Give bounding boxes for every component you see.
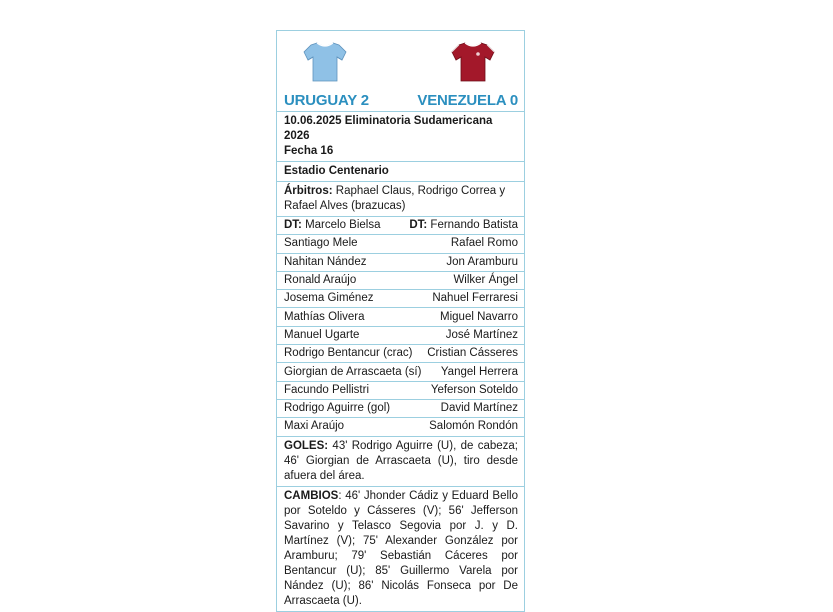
subs-label: CAMBIOS	[284, 489, 339, 502]
goals-text: 43' Rodrigo Aguirre (U), de cabeza; 46' Giorgian de Arrascaeta (U), tiro desde afuera del área.	[284, 439, 518, 482]
goals-label: GOLES:	[284, 439, 329, 452]
jerseys-row	[277, 31, 524, 89]
away-player: José Martínez	[445, 328, 518, 341]
home-player: Rodrigo Aguirre (gol)	[284, 402, 391, 415]
home-player: Facundo Pellistri	[284, 383, 370, 396]
away-player: Yeferson Soteldo	[430, 383, 518, 396]
home-player: Josema Giménez	[284, 292, 374, 305]
away-player: Yangel Herrera	[440, 365, 518, 378]
home-coach	[284, 218, 381, 233]
lineup-row	[277, 272, 524, 290]
home-coach-label: DT:	[284, 219, 302, 232]
home-player: Nahitan Nández	[284, 255, 367, 268]
lineup-row	[277, 308, 524, 326]
home-player: Ronald Araújo	[284, 274, 357, 287]
away-player: Cristian Cásseres	[427, 347, 518, 360]
home-player: Mathías Olivera	[284, 310, 365, 323]
lineup-row	[277, 235, 524, 253]
uruguay-jersey-icon	[303, 40, 347, 84]
away-team-score: VENEZUELA 0	[417, 91, 518, 109]
away-player: Wilker Ángel	[453, 274, 518, 287]
venezuela-jersey-icon	[451, 40, 495, 84]
home-player: Santiago Mele	[284, 237, 358, 250]
date-competition-text: 10.06.2025 Eliminatoria Sudamericana 2026	[284, 115, 493, 142]
substitutions	[277, 487, 524, 611]
coaches-row	[277, 217, 524, 235]
goals	[277, 437, 524, 487]
home-player: Manuel Ugarte	[284, 328, 360, 341]
away-player: David Martínez	[440, 402, 518, 415]
round-text: Fecha 16	[284, 145, 334, 157]
away-player: Jon Aramburu	[446, 255, 518, 268]
stadium: Estadio Centenario	[277, 162, 524, 182]
away-player: Salomón Rondón	[429, 420, 518, 433]
lineup-row	[277, 327, 524, 345]
lineup-row	[277, 254, 524, 272]
referees	[277, 182, 524, 217]
home-player: Giorgian de Arrascaeta (sí)	[284, 365, 422, 378]
home-coach-name: Marcelo Bielsa	[301, 219, 381, 232]
away-player: Miguel Navarro	[440, 310, 518, 323]
lineup-row	[277, 382, 524, 400]
teams-score-row	[277, 89, 524, 112]
lineup-row	[277, 363, 524, 381]
away-coach-name: Fernando Batista	[427, 219, 518, 232]
away-coach	[409, 218, 518, 233]
referees-label: Árbitros:	[284, 185, 333, 197]
away-coach-label: DT:	[409, 219, 428, 232]
subs-text: : 46' Jhonder Cádiz y Eduard Bello por Soteldo y Cásseres (V); 56' Jefferson Savarino y Telasco Segovia por J. y D. Martínez (V); 75' Alexander González por Aramburu; 79' Sebastián Cáceres por Bentancur (U); 85' Guillermo Varela por Nández (U); 86' Nicolás Fonseca por De Arrascaeta (U).	[284, 489, 518, 607]
home-team-score: URUGUAY 2	[284, 91, 369, 109]
home-player: Maxi Araújo	[284, 420, 345, 433]
lineup-row	[277, 400, 524, 418]
lineup-row	[277, 345, 524, 363]
referees-text: Raphael Claus, Rodrigo Correa y Rafael Alves (brazucas)	[284, 185, 506, 212]
away-player: Nahuel Ferraresi	[432, 292, 518, 305]
away-player: Rafael Romo	[450, 237, 518, 250]
date-competition	[277, 112, 524, 162]
lineup-row	[277, 290, 524, 308]
home-player: Rodrigo Bentancur (crac)	[284, 347, 413, 360]
lineup-row	[277, 418, 524, 436]
match-card	[276, 30, 525, 612]
